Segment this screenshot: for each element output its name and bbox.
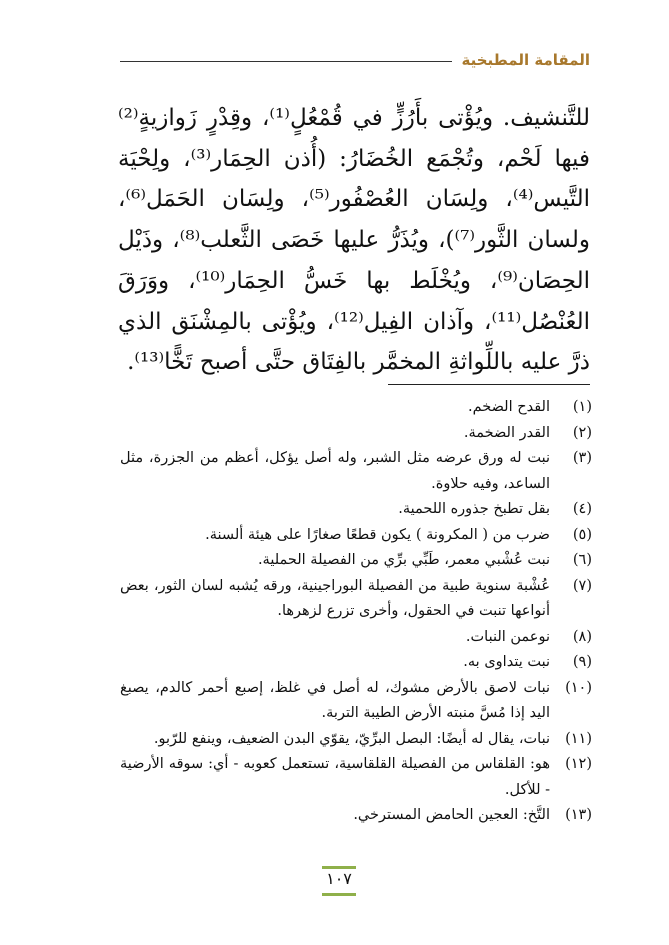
footnote-text: نوعمن النبات. xyxy=(465,628,550,645)
footnote-item xyxy=(120,727,592,753)
footnote-number: (١٢) xyxy=(565,756,592,772)
main-text-block xyxy=(118,98,590,383)
footnote-number: (٧) xyxy=(572,577,592,594)
running-header-title: المقامة المطبخية xyxy=(461,51,590,69)
footnote-item xyxy=(120,446,592,497)
footnotes-list xyxy=(120,395,592,829)
footnote-item xyxy=(120,421,592,447)
footnote-item xyxy=(120,650,592,676)
footnote-item xyxy=(120,676,592,727)
footnote-number: (٢) xyxy=(572,424,592,441)
footnote-item xyxy=(120,497,592,523)
footnote-text: نبت يتداوى به. xyxy=(463,654,550,670)
page-number: ١٠٧ xyxy=(326,869,352,888)
footnote-text: القدح الضخم. xyxy=(467,399,550,415)
footnote-number: (١٣) xyxy=(565,807,592,823)
footnote-item xyxy=(120,548,592,574)
footnote-text: القدر الضخمة. xyxy=(463,424,550,441)
footnote-item xyxy=(120,803,592,829)
footnote-text: ضرب من ( المكرونة ) يكون قطعًا صغارًا على هيئة ألسنة. xyxy=(205,526,550,543)
footnote-text: عُشْبة سنوية طبية من الفصيلة البوراجينية، ورقه يُشبه لسان الثور، بعض أنواعها تنبت في الحقول، وأخرى تزرع لزهرها. xyxy=(120,577,550,619)
footnote-divider xyxy=(388,384,590,385)
footnote-text: نبات، يقال له أيضًا: البصل البرِّيّ، يقوّي البدن الضعيف، وينفع للرّبو. xyxy=(153,730,550,747)
footnote-item xyxy=(120,625,592,651)
footnote-text: نبت له ورق عرضه مثل الشبر، وله أصل يؤكل، أعظم من الجزرة، مثل الساعد، وفيه حلاوة. xyxy=(120,450,550,492)
footnote-number: (٤) xyxy=(572,501,592,517)
footnote-number: (٨) xyxy=(572,628,592,645)
footnote-number: (١١) xyxy=(565,730,592,747)
footnote-text: التَّخ: العجين الحامض المسترخي. xyxy=(353,807,550,823)
page-number-rule-bottom xyxy=(322,893,356,896)
footnote-number: (٦) xyxy=(572,552,592,568)
footnote-number: (٣) xyxy=(572,450,592,466)
footnote-text: بقل تطبخ جذوره اللحمية. xyxy=(398,501,550,517)
running-header xyxy=(120,48,590,72)
footnote-text: نبت عُشْبي معمر، طَبِّي برِّي من الفصيلة الحملية. xyxy=(257,552,550,568)
header-rule xyxy=(120,61,452,62)
footnote-item xyxy=(120,574,592,625)
footnote-number: (٩) xyxy=(572,654,592,670)
footnote-number: (١) xyxy=(572,399,592,415)
footnote-number: (١٠) xyxy=(565,679,592,696)
footnote-number: (٥) xyxy=(572,526,592,543)
footnote-item xyxy=(120,395,592,421)
footnote-item xyxy=(120,523,592,549)
footnote-text: نبات لاصق بالأرض مشوك، له أصل في غلظ، إصبع أحمر كالدم، يصبغ اليد إذا مُسَّ منبته الأرض الطيبة التربة. xyxy=(120,679,550,721)
footnote-text: هو: القلقاس من الفصيلة القلقاسية، تستعمل كعوبه - أي: سوقه الأرضية - للأكل. xyxy=(120,756,550,798)
footnote-item xyxy=(120,752,592,803)
main-paragraph: للتَّنشيف. ويُؤْتى بأَرُزٍّ في قُمْعُلٍ⁽¹⁾، وقِدْرٍ زَوازيةٍ⁽²⁾ فيها لَحْم، وتُجْمَع الخُضَارُ: (أُذن الحِمَار⁽³⁾، ولِحْيَة التَّيس⁽⁴⁾، ولِسَان العُصْفُور⁽⁵⁾، ولِسَان الحَمَل⁽⁶⁾، ولسان الثَّور⁽⁷⁾)، ويُذَرُّ عليها خَصَى الثَّعلب⁽⁸⁾، وذَيْل الحِصَان⁽⁹⁾، ويُخْلَط بها خَسُّ الحِمَار⁽¹⁰⁾، ووَرَقَ العُنْصُل⁽¹¹⁾، وآذان الفِيل⁽¹²⁾، ويُؤْتى بالمِشْنَق الذي ذرَّ عليه باللِّواثةِ المخمَّر بالفِتَاق حتَّى أصبح تَخًّا⁽¹³⁾. xyxy=(118,105,591,376)
